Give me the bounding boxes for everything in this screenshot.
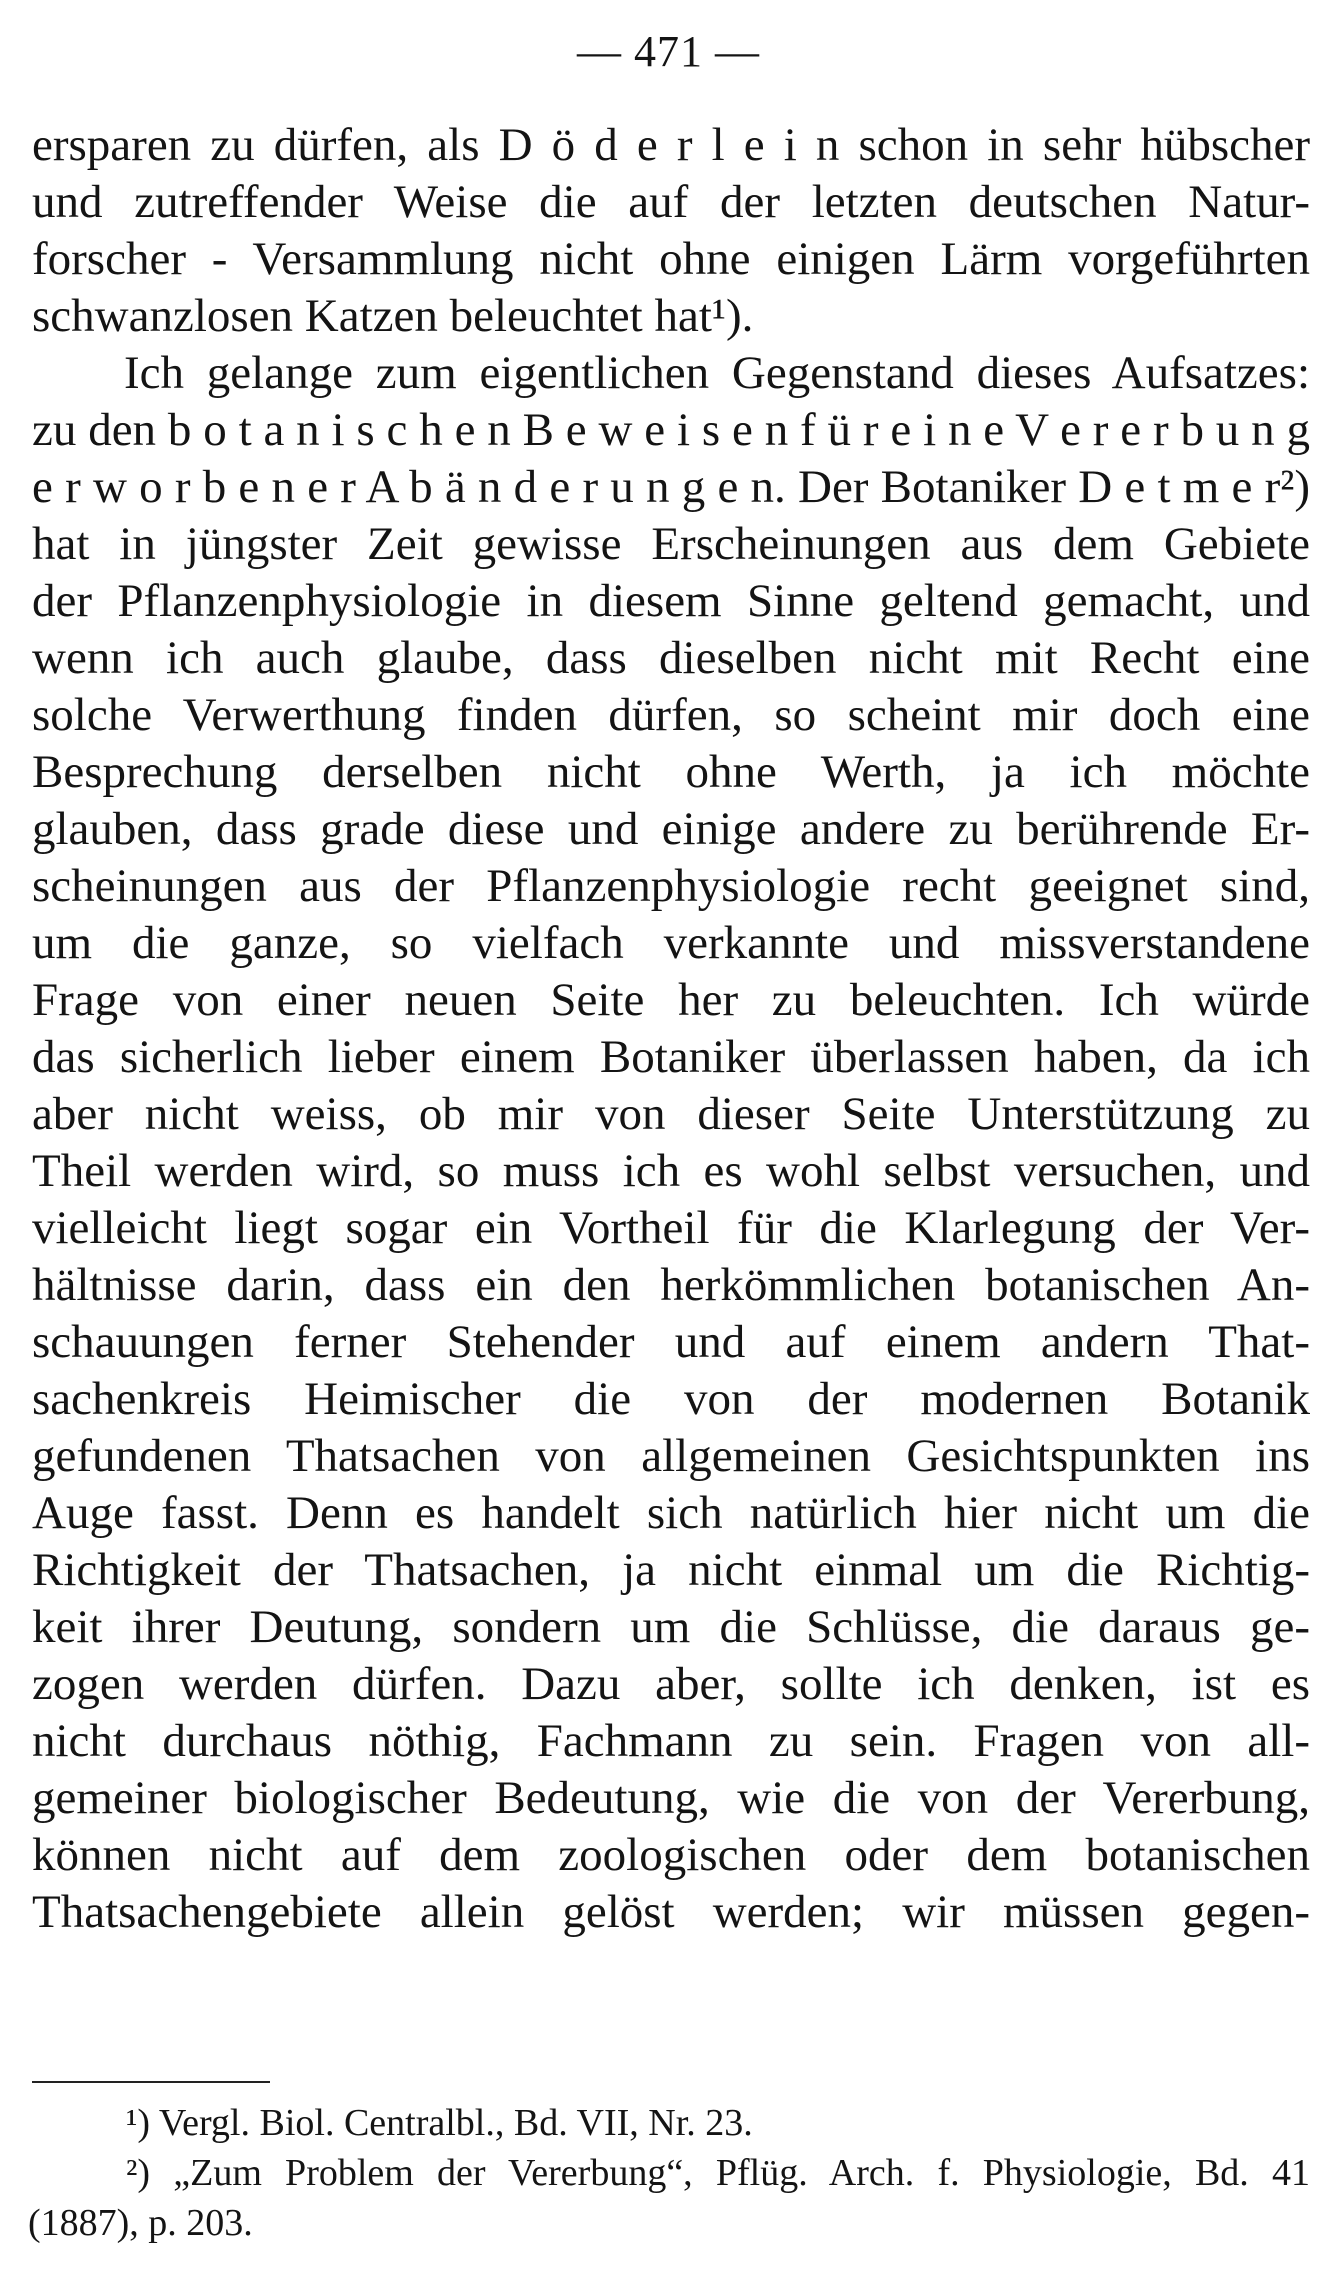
footnote-2-continuation: (1887), p. 203. xyxy=(28,2202,253,2244)
footnotes xyxy=(28,2098,1310,2248)
body-text xyxy=(32,117,1310,1941)
text-line: nicht durchaus nöthig, Fachmann zu sein. Fragen von all- xyxy=(32,1715,1310,1767)
text-line: zogen werden dürfen. Dazu aber, sollte ich denken, ist es xyxy=(32,1658,1310,1710)
text-line: gemeiner biologischer Bedeutung, wie die von der Vererbung, xyxy=(32,1772,1310,1824)
text-line: Theil werden wird, so muss ich es wohl selbst versuchen, und xyxy=(32,1145,1310,1197)
text-line: vielleicht liegt sogar ein Vortheil für die Klarlegung der Ver- xyxy=(32,1202,1310,1254)
footnote-2: ²) „Zum Problem der Vererbung“, Pflüg. Arch. f. Physiologie, Bd. 41 xyxy=(126,2152,1310,2194)
text-line: schauungen ferner Stehender und auf einem andern That- xyxy=(32,1316,1310,1368)
text-line: Besprechung derselben nicht ohne Werth, ja ich möchte xyxy=(32,746,1310,798)
text-line: ersparen zu dürfen, als D ö d e r l e i n schon in sehr hübscher xyxy=(32,119,1310,171)
text-line: zu den b o t a n i s c h e n B e w e i s e n f ü r e i n e V e r e r b u n g xyxy=(32,404,1310,456)
text-line: Ich gelange zum eigentlichen Gegenstand dieses Aufsatzes: xyxy=(124,347,1310,399)
text-line: gefundenen Thatsachen von allgemeinen Gesichtspunkten ins xyxy=(32,1430,1310,1482)
text-line: sachenkreis Heimischer die von der modernen Botanik xyxy=(32,1373,1310,1425)
text-line: e r w o r b e n e r A b ä n d e r u n g e n. Der Botaniker D e t m e r²) xyxy=(32,461,1310,513)
text-line: keit ihrer Deutung, sondern um die Schlüsse, die daraus ge- xyxy=(32,1601,1310,1653)
text-line: wenn ich auch glaube, dass dieselben nicht mit Recht eine xyxy=(32,632,1310,684)
text-line: das sicherlich lieber einem Botaniker überlassen haben, da ich xyxy=(32,1031,1310,1083)
text-line: forscher - Versammlung nicht ohne einigen Lärm vorgeführten xyxy=(32,233,1310,285)
text-line: der Pflanzenphysiologie in diesem Sinne geltend gemacht, und xyxy=(32,575,1310,627)
text-line: solche Verwerthung finden dürfen, so scheint mir doch eine xyxy=(32,689,1310,741)
text-line: und zutreffender Weise die auf der letzten deutschen Natur- xyxy=(32,176,1310,228)
text-line: um die ganze, so vielfach verkannte und missverstandene xyxy=(32,917,1310,969)
text-line: scheinungen aus der Pflanzenphysiologie recht geeignet sind, xyxy=(32,860,1310,912)
text-line: hältnisse darin, dass ein den herkömmlichen botanischen An- xyxy=(32,1259,1310,1311)
text-line: glauben, dass grade diese und einige andere zu berührende Er- xyxy=(32,803,1310,855)
text-line: hat in jüngster Zeit gewisse Erscheinungen aus dem Gebiete xyxy=(32,518,1310,570)
text-line: können nicht auf dem zoologischen oder dem botanischen xyxy=(32,1829,1310,1881)
text-line: aber nicht weiss, ob mir von dieser Seite Unterstützung zu xyxy=(32,1088,1310,1140)
text-line: schwanzlosen Katzen beleuchtet hat¹). xyxy=(32,290,754,342)
page-number: — 471 — xyxy=(577,27,760,76)
text-line: Frage von einer neuen Seite her zu beleuchten. Ich würde xyxy=(32,974,1310,1026)
text-line: Thatsachengebiete allein gelöst werden; wir müssen gegen- xyxy=(32,1886,1310,1938)
text-line: Auge fasst. Denn es handelt sich natürlich hier nicht um die xyxy=(32,1487,1310,1539)
text-line: Richtigkeit der Thatsachen, ja nicht einmal um die Richtig- xyxy=(32,1544,1310,1596)
footnote-1: ¹) Vergl. Biol. Centralbl., Bd. VII, Nr. 23. xyxy=(126,2102,753,2144)
footnote-divider xyxy=(32,2081,270,2083)
